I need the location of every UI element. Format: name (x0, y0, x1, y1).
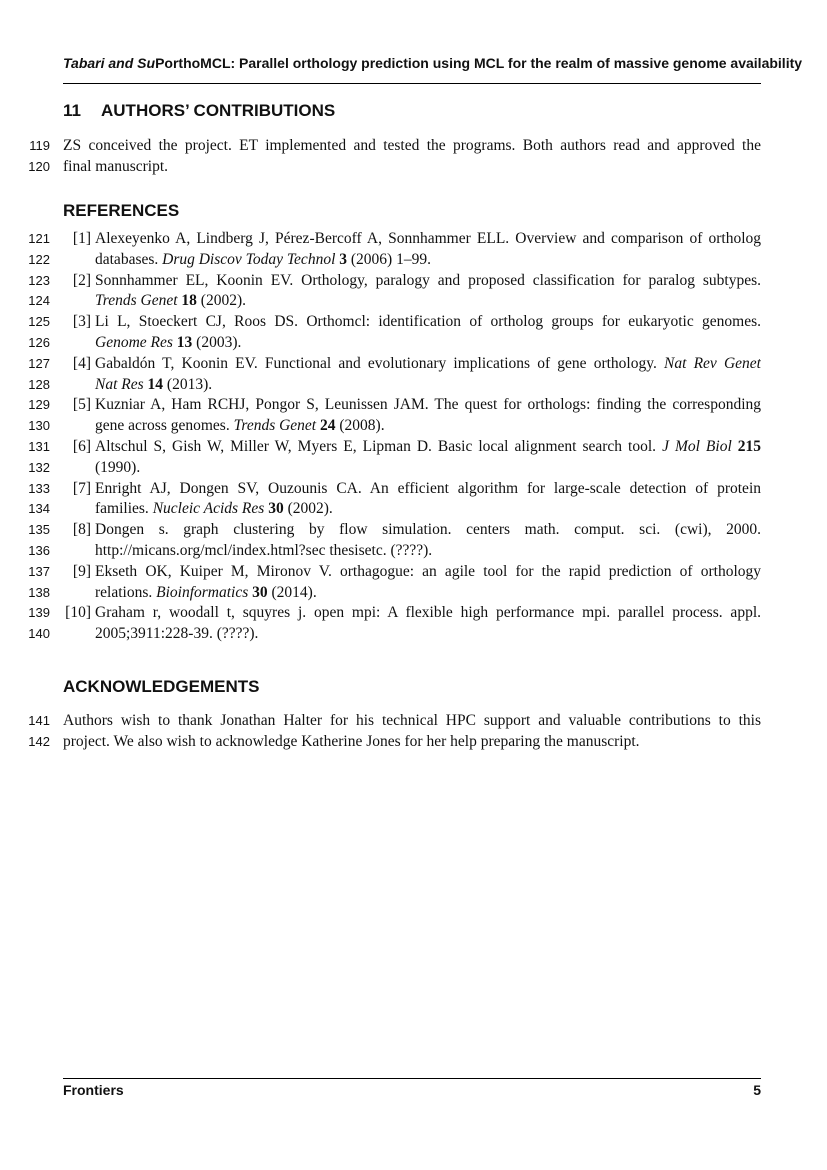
line-number: 131 (28, 438, 50, 454)
reference-volume: 215 (737, 437, 761, 455)
acknowledgements-heading: ACKNOWLEDGEMENTS (63, 677, 260, 696)
line-number: 142 (28, 734, 50, 749)
reference-line (95, 291, 761, 312)
line-number: 120 (28, 159, 50, 174)
reference-volume: 3 (339, 250, 347, 268)
reference-line (95, 479, 761, 500)
line-number: 139 (28, 605, 50, 621)
reference-line (95, 458, 761, 479)
running-head (63, 55, 827, 71)
reference-text: (2014). (267, 583, 317, 601)
reference-text: Altschul S, Gish W, Miller W, Myers E, Lipman D. Basic local alignment search tool. (95, 437, 657, 455)
reference-list (63, 229, 761, 645)
line-number: 133 (28, 480, 50, 496)
reference-text: Li L, Stoeckert CJ, Roos DS. Orthomcl: identification of ortholog groups for eukaryotic genomes. (95, 313, 761, 331)
section-heading-contributions (63, 101, 335, 121)
reference-item (63, 603, 761, 645)
reference-item (63, 520, 761, 562)
line-number: 129 (28, 397, 50, 413)
section-number: 11 (63, 101, 81, 120)
reference-line (95, 395, 761, 416)
reference-text: (2002). (283, 500, 333, 518)
reference-label: [5] (72, 396, 91, 414)
line-number: 121 (28, 231, 50, 246)
reference-line (95, 603, 761, 624)
reference-line (95, 541, 761, 562)
reference-volume: 18 (181, 292, 197, 310)
reference-journal: Trends Genet (233, 417, 317, 435)
line-number: 126 (28, 334, 50, 350)
footer-journal: Frontiers (63, 1082, 124, 1098)
line-number: 128 (28, 376, 50, 392)
reference-journal: Genome Res (95, 333, 173, 351)
reference-text: (1990). (95, 458, 141, 476)
line-number: 135 (28, 522, 50, 538)
reference-journal: Nucleic Acids Res (152, 500, 265, 518)
reference-text: Alexeyenko A, Lindberg J, Pérez-Bercoff A, Sonnhammer ELL. Overview and comparison of ortholog (95, 230, 761, 247)
reference-text: databases. (95, 250, 163, 268)
contributions-paragraph (63, 135, 761, 177)
reference-label: [4] (72, 354, 91, 372)
reference-label: [9] (72, 562, 91, 580)
reference-line (95, 271, 761, 292)
reference-item (63, 229, 761, 271)
reference-text: Enright AJ, Dongen SV, Ouzounis CA. An efficient algorithm for large-scale detection of protein (95, 479, 761, 497)
reference-journal: Drug Discov Today Technol (162, 250, 336, 268)
reference-volume: 30 (252, 583, 268, 601)
line-number: 140 (28, 626, 50, 642)
reference-label: [1] (72, 230, 91, 247)
line-number: 127 (28, 355, 50, 371)
reference-text: families. (95, 500, 153, 518)
reference-line (95, 416, 761, 437)
header-rule (63, 83, 761, 84)
reference-line (95, 499, 761, 520)
reference-line (95, 229, 761, 250)
line-number: 138 (28, 584, 50, 600)
reference-label: [6] (72, 437, 91, 455)
reference-line (95, 354, 761, 375)
reference-text: (2002). (196, 292, 246, 310)
reference-item (63, 354, 761, 396)
reference-item (63, 437, 761, 479)
reference-line (95, 333, 761, 354)
acknowledgements-line-numbers (0, 710, 50, 752)
reference-text: Gabaldón T, Koonin EV. Functional and evolutionary implications of gene orthology. (95, 354, 657, 372)
acknowledgements-paragraph (63, 710, 761, 752)
reference-text: (2006) 1–99. (347, 250, 431, 268)
reference-line (95, 583, 761, 604)
line-number: 134 (28, 501, 50, 517)
paragraph-line: ZS conceived the project. ET implemented and tested the programs. Both authors read and approved the (63, 137, 761, 154)
reference-line (95, 624, 761, 645)
reference-text: (2013). (163, 375, 213, 393)
reference-item (63, 479, 761, 521)
reference-item (63, 312, 761, 354)
reference-label: [10] (65, 604, 91, 622)
line-number: 125 (28, 314, 50, 330)
reference-journal: J Mol Biol (662, 437, 732, 455)
paragraph-line: final manuscript. (63, 158, 169, 175)
line-number: 119 (29, 138, 50, 153)
reference-item (63, 395, 761, 437)
page-number: 5 (753, 1082, 761, 1098)
reference-text: relations. (95, 583, 157, 601)
reference-journal: Bioinformatics (156, 583, 249, 601)
reference-journal: Nat Rev Genet (664, 354, 761, 372)
reference-volume: 30 (268, 500, 284, 518)
reference-label: [7] (72, 479, 91, 497)
reference-label: [2] (72, 271, 91, 289)
reference-text: Ekseth OK, Kuiper M, Mironov V. orthagogue: an agile tool for the rapid prediction of orthology (95, 562, 761, 580)
reference-line (95, 520, 761, 541)
references-line-numbers (0, 229, 50, 645)
reference-text: Graham r, woodall t, squyres j. open mpi: A flexible high performance mpi. parallel process. appl. (95, 604, 761, 622)
reference-line (95, 375, 761, 396)
reference-line (95, 437, 761, 458)
running-head-authors: Tabari and Su (63, 55, 156, 71)
reference-journal: Nat Res (95, 375, 144, 393)
line-number: 141 (28, 713, 50, 728)
footer-rule (63, 1078, 761, 1079)
reference-line (95, 250, 761, 271)
reference-line (95, 562, 761, 583)
line-number: 123 (28, 272, 50, 288)
reference-text: (2008). (335, 417, 385, 435)
line-number: 136 (28, 542, 50, 558)
contributions-line-numbers (0, 135, 50, 177)
reference-journal: Trends Genet (95, 292, 178, 310)
reference-text: http://micans.org/mcl/index.html?sec thesisetc. (????). (95, 541, 433, 559)
reference-item (63, 562, 761, 604)
reference-label: [8] (72, 521, 91, 539)
reference-volume: 24 (320, 417, 336, 435)
line-number: 124 (28, 293, 50, 309)
section-title: AUTHORS’ CONTRIBUTIONS (101, 101, 336, 120)
reference-text: Kuzniar A, Ham RCHJ, Pongor S, Leunissen JAM. The quest for orthologs: finding the corresponding (95, 396, 761, 414)
paragraph-line: project. We also wish to acknowledge Katherine Jones for her help preparing the manuscript. (63, 733, 640, 750)
line-number: 130 (28, 418, 50, 434)
reference-text: Dongen s. graph clustering by flow simulation. centers math. comput. sci. (cwi), 2000. (95, 521, 761, 539)
line-number: 122 (28, 251, 50, 267)
line-number: 132 (28, 459, 50, 475)
reference-volume: 13 (176, 333, 193, 351)
line-number: 137 (28, 563, 50, 579)
paragraph-line: Authors wish to thank Jonathan Halter for his technical HPC support and valuable contributions to this (63, 712, 761, 729)
reference-line (95, 312, 761, 333)
reference-label: [3] (72, 313, 91, 331)
reference-text: gene across genomes. (95, 417, 234, 435)
reference-text: (2003). (192, 333, 242, 351)
running-head-title: PorthoMCL: Parallel orthology prediction using MCL for the realm of massive genome availability (155, 55, 803, 71)
reference-item (63, 271, 761, 313)
reference-volume: 14 (147, 375, 164, 393)
references-heading: REFERENCES (63, 201, 180, 220)
reference-text: Sonnhammer EL, Koonin EV. Orthology, paralogy and proposed classification for paralog subtypes. (95, 271, 761, 289)
reference-text: 2005;3911:228-39. (????). (95, 625, 259, 643)
